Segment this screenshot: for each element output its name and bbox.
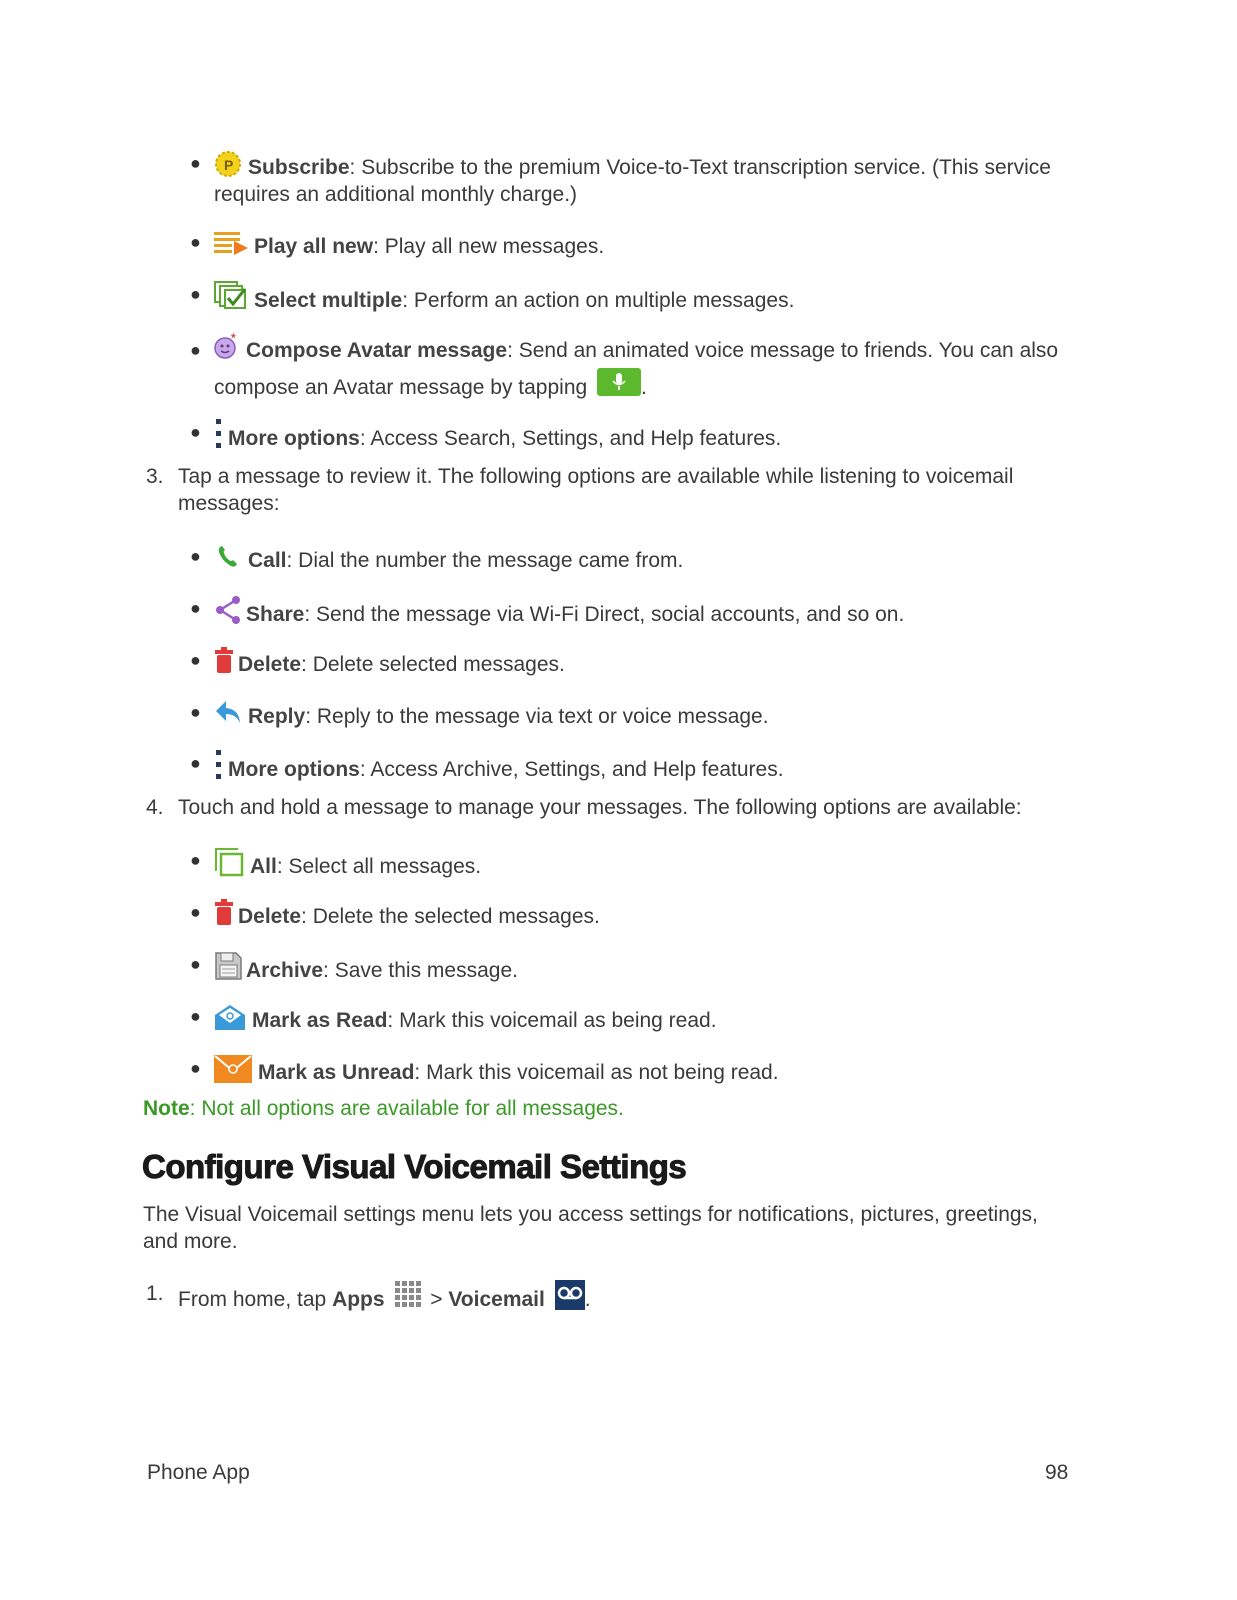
bullet: ● (190, 232, 201, 252)
list-item-all (190, 847, 1077, 880)
term: All (250, 855, 277, 878)
mark-read-icon (214, 1003, 246, 1031)
desc: : Play all new messages. (373, 235, 605, 258)
apps-grid-icon (394, 1280, 424, 1310)
list-item-play-all-new (190, 229, 1077, 260)
list-item-archive (190, 951, 1077, 984)
desc: : Subscribe to the premium Voice-to-Text transcription service. (This service requires an additional monthly charge.) (214, 156, 1051, 206)
list-item-delete-2 (190, 899, 1077, 930)
play-all-icon (214, 229, 248, 257)
term: Subscribe (248, 156, 350, 179)
step-4 (146, 794, 1087, 821)
list-item-reply (190, 699, 1077, 730)
voicemail-app-icon (555, 1280, 585, 1310)
step-text: Tap a message to review it. The following options are available while listening to voicemail messages: (178, 465, 1014, 515)
list-item-mark-as-read (190, 1003, 1077, 1034)
list-item-select-multiple (190, 281, 1077, 314)
desc: : Mark this voicemail as being read. (387, 1009, 717, 1032)
call-icon (214, 543, 242, 571)
share-icon (214, 595, 242, 625)
select-multiple-icon (214, 281, 248, 311)
term: Mark as Unread (258, 1061, 415, 1084)
note (143, 1097, 624, 1121)
list-item-call (190, 543, 1077, 574)
list-item-share (190, 595, 1077, 628)
term: Select multiple (254, 289, 403, 312)
desc: : Dial the number the message came from. (286, 549, 684, 572)
note-label: Note (143, 1097, 190, 1120)
desc: : Access Search, Settings, and Help features. (359, 427, 782, 450)
subscribe-icon (214, 150, 242, 178)
microphone-button-icon (597, 368, 641, 396)
desc: : Select all messages. (276, 855, 482, 878)
desc: : Save this message. (323, 959, 518, 982)
desc: : Delete the selected messages. (301, 905, 600, 928)
svg-text:P: P (224, 157, 234, 173)
select-all-icon (214, 847, 244, 877)
desc: : Mark this voicemail as not being read. (414, 1061, 779, 1084)
desc: : Send the message via Wi-Fi Direct, social accounts, and so on. (304, 603, 905, 626)
bullet: ● (190, 954, 201, 974)
note-text: : Not all options are available for all messages. (189, 1097, 624, 1120)
step-tail: . (584, 1288, 591, 1311)
desc: : Delete selected messages. (301, 653, 565, 676)
step-text: Touch and hold a message to manage your messages. The following options are available: (178, 796, 1022, 819)
bullet: ● (190, 702, 201, 722)
delete-icon (214, 647, 234, 675)
step-3 (146, 463, 1027, 517)
delete-icon (214, 899, 234, 927)
bullet: ● (190, 153, 201, 173)
term: More options (228, 758, 360, 781)
page-number: 98 (1045, 1461, 1069, 1484)
bullet: ● (190, 902, 201, 922)
term: Play all new (254, 235, 374, 258)
term: More options (228, 427, 360, 450)
list-item-more-options-2 (190, 750, 1077, 783)
step-1 (146, 1280, 1077, 1313)
bullet: ● (190, 340, 201, 360)
archive-icon (214, 951, 242, 981)
bullet: ● (190, 598, 201, 618)
bullet: ● (190, 850, 201, 870)
term: Compose Avatar message (246, 339, 508, 362)
desc: : Send an animated voice message to friends. You can also compose an Avatar message by tapping (214, 339, 1059, 399)
term: Share (246, 603, 305, 626)
list-item-delete (190, 647, 1077, 678)
voicemail-label: Voicemail (448, 1288, 545, 1311)
list-item-subscribe (190, 150, 1077, 208)
mark-unread-icon (214, 1055, 252, 1083)
list-item-compose-avatar (190, 333, 1077, 405)
svg-text:*: * (231, 333, 236, 345)
desc: : Reply to the message via text or voice message. (305, 705, 769, 728)
bullet: ● (190, 1006, 201, 1026)
section-intro: The Visual Voicemail settings menu lets you access settings for notifications, pictures, greetings, and more. (143, 1203, 1038, 1253)
desc: : Perform an action on multiple messages. (402, 289, 795, 312)
term: Call (248, 549, 287, 572)
term: Mark as Read (252, 1009, 388, 1032)
term: Reply (248, 705, 306, 728)
more-options-icon (214, 419, 224, 449)
footer-section-name: Phone App (147, 1461, 250, 1484)
avatar-icon (214, 333, 240, 361)
list-item-more-options (190, 419, 1077, 452)
step-number: 4. (146, 796, 164, 819)
bullet: ● (190, 650, 201, 670)
bullet: ● (190, 422, 201, 442)
apps-label: Apps (332, 1288, 385, 1311)
reply-icon (214, 699, 242, 727)
step-number: 3. (146, 465, 164, 488)
bullet: ● (190, 546, 201, 566)
more-options-icon (214, 750, 224, 780)
term: Delete (238, 653, 302, 676)
step-number: 1. (146, 1282, 164, 1305)
bullet: ● (190, 1058, 201, 1078)
tail: . (641, 376, 647, 399)
bullet: ● (190, 753, 201, 773)
step-separator: > (424, 1288, 449, 1311)
list-item-mark-as-unread (190, 1055, 1077, 1086)
section-heading: Configure Visual Voicemail Settings (142, 1148, 687, 1185)
term: Delete (238, 905, 302, 928)
bullet: ● (190, 284, 201, 304)
step-prefix: From home, tap (178, 1288, 333, 1311)
term: Archive (246, 959, 324, 982)
desc: : Access Archive, Settings, and Help features. (359, 758, 784, 781)
